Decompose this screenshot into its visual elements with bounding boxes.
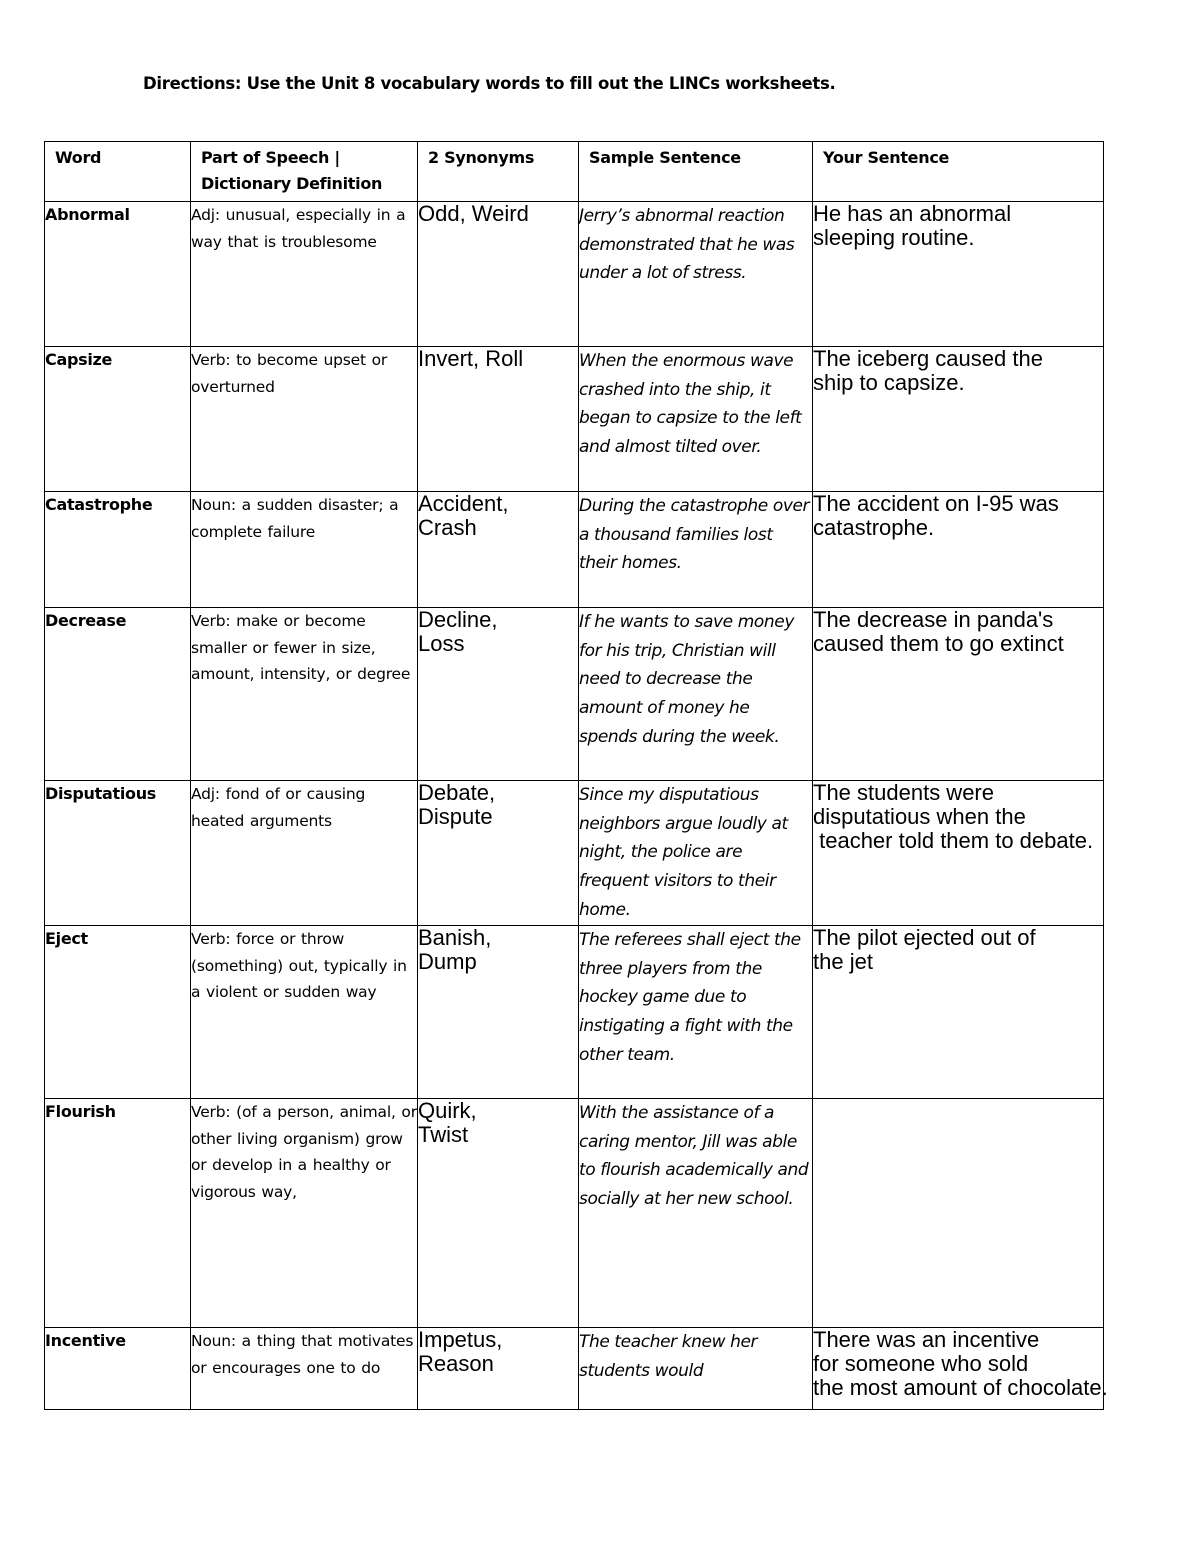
your-sentence-cell[interactable]: The accident on I-95 was catastrophe.	[813, 492, 1104, 608]
your-sentence-cell[interactable]: The students were disputatious when the teacher told them to debate.	[813, 781, 1104, 926]
word-cell: Eject	[45, 926, 191, 1099]
table-row	[45, 1099, 1104, 1328]
your-sentence-cell[interactable]: The iceberg caused the ship to capsize.	[813, 347, 1104, 492]
table-row	[45, 781, 1104, 926]
table-row	[45, 1328, 1104, 1410]
sample-sentence-cell: If he wants to save money for his trip, Christian will need to decrease the amount of money he spends during the week.	[579, 608, 813, 781]
sample-sentence-cell: Since my disputatious neighbors argue loudly at night, the police are frequent visitors to their home.	[579, 781, 813, 926]
table-row	[45, 926, 1104, 1099]
word-cell: Decrease	[45, 608, 191, 781]
definition-cell: Verb: force or throw (something) out, typically in a violent or sudden way	[191, 926, 418, 1099]
definition-cell: Verb: to become upset or overturned	[191, 347, 418, 492]
word-cell: Capsize	[45, 347, 191, 492]
definition-cell: Noun: a thing that motivates or encourages one to do	[191, 1328, 418, 1410]
header-synonyms: 2 Synonyms	[418, 142, 579, 202]
definition-cell: Verb: (of a person, animal, or other living organism) grow or develop in a healthy or vigorous way,	[191, 1099, 418, 1328]
synonyms-cell: Impetus, Reason	[418, 1328, 579, 1410]
header-word: Word	[45, 142, 191, 202]
header-part-of-speech: Part of Speech | Dictionary Definition	[191, 142, 418, 202]
table-row	[45, 492, 1104, 608]
sample-sentence-cell: With the assistance of a caring mentor, Jill was able to flourish academically and socially at her new school.	[579, 1099, 813, 1328]
your-sentence-cell[interactable]: The pilot ejected out of the jet	[813, 926, 1104, 1099]
word-cell: Catastrophe	[45, 492, 191, 608]
sample-sentence-cell: During the catastrophe over a thousand families lost their homes.	[579, 492, 813, 608]
table-row	[45, 608, 1104, 781]
synonyms-cell: Accident, Crash	[418, 492, 579, 608]
table-header-row	[45, 142, 1104, 202]
word-cell: Disputatious	[45, 781, 191, 926]
header-sample-sentence: Sample Sentence	[579, 142, 813, 202]
table-row	[45, 202, 1104, 347]
synonyms-cell: Banish, Dump	[418, 926, 579, 1099]
your-sentence-cell[interactable]: The decrease in panda's caused them to go extinct	[813, 608, 1104, 781]
word-cell: Incentive	[45, 1328, 191, 1410]
word-cell: Abnormal	[45, 202, 191, 347]
synonyms-cell: Debate, Dispute	[418, 781, 579, 926]
definition-cell: Adj: unusual, especially in a way that is troublesome	[191, 202, 418, 347]
your-sentence-cell[interactable]: He has an abnormal sleeping routine.	[813, 202, 1104, 347]
word-cell: Flourish	[45, 1099, 191, 1328]
your-sentence-cell[interactable]	[813, 1099, 1104, 1328]
directions-text: Directions: Use the Unit 8 vocabulary words to fill out the LINCs worksheets.	[143, 74, 836, 93]
definition-cell: Verb: make or become smaller or fewer in size, amount, intensity, or degree	[191, 608, 418, 781]
definition-cell: Adj: fond of or causing heated arguments	[191, 781, 418, 926]
sample-sentence-cell: Jerry’s abnormal reaction demonstrated that he was under a lot of stress.	[579, 202, 813, 347]
definition-cell: Noun: a sudden disaster; a complete failure	[191, 492, 418, 608]
synonyms-cell: Quirk, Twist	[418, 1099, 579, 1328]
your-sentence-cell[interactable]: There was an incentive for someone who sold the most amount of chocolate.	[813, 1328, 1104, 1410]
synonyms-cell: Odd, Weird	[418, 202, 579, 347]
header-your-sentence: Your Sentence	[813, 142, 1104, 202]
sample-sentence-cell: When the enormous wave crashed into the ship, it began to capsize to the left and almost tilted over.	[579, 347, 813, 492]
vocabulary-table	[44, 141, 1108, 1410]
sample-sentence-cell: The referees shall eject the three players from the hockey game due to instigating a fight with the other team.	[579, 926, 813, 1099]
synonyms-cell: Decline, Loss	[418, 608, 579, 781]
sample-sentence-cell: The teacher knew her students would	[579, 1328, 813, 1410]
table-row	[45, 347, 1104, 492]
synonyms-cell: Invert, Roll	[418, 347, 579, 492]
